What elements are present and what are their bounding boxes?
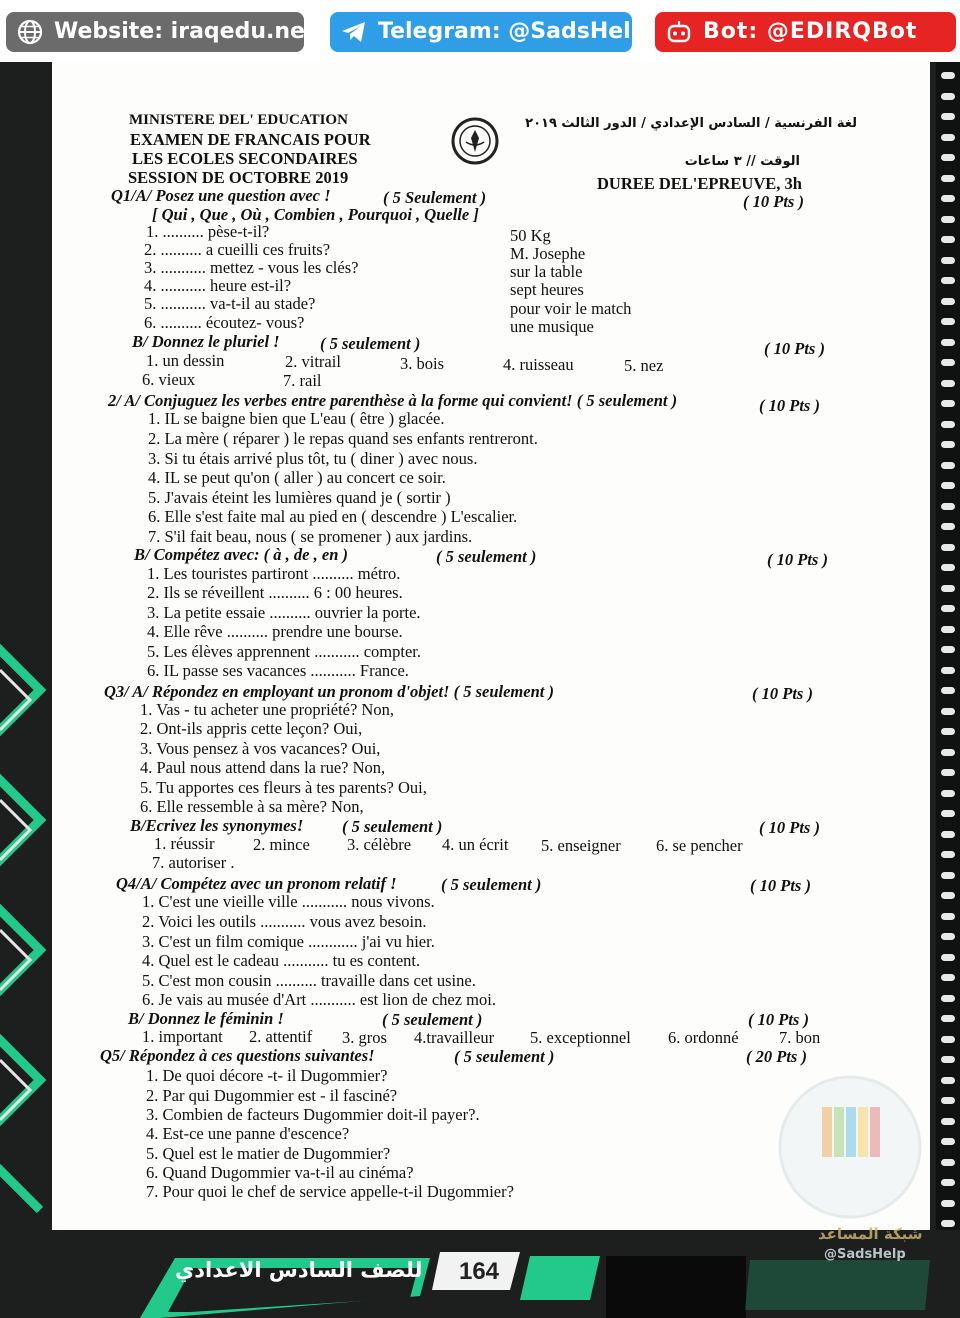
q1b-item-7: 7. rail (283, 371, 322, 390)
page-number: 164 (458, 1258, 500, 1285)
header-ministry: MINISTERE DEL' EDUCATION (129, 112, 348, 128)
q1a-item-5: 5. ........... va-t-il au stade? (144, 294, 316, 313)
q5-points: ( 20 Pts ) (746, 1047, 807, 1066)
binder-ring (941, 339, 955, 346)
binder-ring (941, 1200, 955, 1207)
q2b-item-6: 6. IL passe ses vacances ........... France. (147, 661, 409, 680)
binder-ring (941, 1015, 955, 1022)
header-arabic-subject: لغة الفرنسية / السادس الإعدادي / الدور الثالث ٢٠١٩ (525, 116, 857, 131)
binder-ring (941, 72, 955, 79)
q1a-answer-4: sept heures (510, 280, 584, 299)
q4a-item-4: 4. Quel est le cadeau ........... tu es content. (142, 951, 421, 970)
binder-ring (941, 892, 955, 899)
binder-ring (941, 1056, 955, 1063)
q3b-item-1: 1. réussir (154, 834, 215, 853)
q5-item-4: 4. Est-ce une panne d'escence? (146, 1124, 350, 1143)
q2b-item-1: 1. Les touristes partiront .......... métro. (147, 564, 401, 583)
binder-ring (941, 1159, 955, 1166)
telegram-link[interactable] (330, 12, 647, 52)
q2b-item-4: 4. Elle rêve .......... prendre une bourse. (147, 622, 403, 641)
q3b-count: ( 5 seulement ) (342, 817, 443, 836)
q4b-item-3: 3. gros (342, 1028, 387, 1047)
q1b-item-3: 3. bois (400, 354, 445, 373)
binder-ring (941, 236, 955, 243)
binder-ring (941, 421, 955, 428)
website-link[interactable] (6, 12, 316, 52)
q1a-item-4: 4. ........... heure est-il? (144, 276, 292, 295)
q1b-count: ( 5 seulement ) (320, 334, 421, 353)
q4a-item-5: 5. C'est mon cousin .......... travaille dans cet usine. (142, 971, 476, 990)
telegram-label: Telegram: @SadsHelp (378, 19, 647, 44)
footer-grade-label: للصف السادس الاعدادي (175, 1258, 423, 1282)
q3b-item-3: 3. célèbre (347, 835, 412, 854)
q4b-item-1: 1. important (142, 1027, 223, 1046)
q2a-item-6: 6. Elle s'est faite mal au pied en ( descendre ) L'escalier. (148, 507, 518, 526)
q1b-points: ( 10 Pts ) (764, 339, 825, 358)
watermark-name: شبكة المساعد (818, 1225, 923, 1243)
binder-ring (941, 1138, 955, 1145)
binder-ring (941, 728, 955, 735)
q1a-item-6: 6. .......... écoutez- vous? (144, 313, 305, 332)
header-schools: LES ECOLES SECONDAIRES (132, 149, 358, 168)
binder-ring (941, 1118, 955, 1125)
binder-ring (941, 831, 955, 838)
binder-ring (941, 216, 955, 223)
binder-ring (941, 585, 955, 592)
binder-ring (941, 1179, 955, 1186)
binder-ring (941, 1077, 955, 1084)
binder-ring (941, 1036, 955, 1043)
binder-ring (941, 954, 955, 961)
binder-ring (941, 1220, 955, 1227)
binder-ring (941, 195, 955, 202)
binder-ring (941, 564, 955, 571)
q4b-title: B/ Donnez le féminin ! (128, 1009, 284, 1028)
bot-link[interactable] (655, 12, 956, 52)
q2a-item-3: 3. Si tu étais arrivé plus tôt, tu ( diner ) avec nous. (148, 449, 478, 468)
binder-ring (941, 749, 955, 756)
q5-item-1: 1. De quoi décore -t- il Dugommier? (146, 1066, 388, 1085)
binder-ring (941, 708, 955, 715)
binder-ring (941, 769, 955, 776)
q1a-item-2: 2. .......... a cueilli ces fruits? (144, 240, 331, 259)
exam-sheet (52, 62, 930, 1262)
binder-ring (941, 482, 955, 489)
binder-ring (941, 974, 955, 981)
q2a-item-4: 4. IL se peut qu'on ( aller ) au concert ce soir. (148, 468, 446, 487)
ministry-emblem-icon (450, 116, 500, 166)
q4a-count: ( 5 seulement ) (441, 875, 542, 894)
binder-ring (941, 605, 955, 612)
header-duree: DUREE DEL'EPREUVE, 3h (597, 174, 802, 193)
q1a-answer-3: sur la table (510, 262, 583, 281)
q3a-item-5: 5. Tu apportes ces fleurs à tes parents? Oui, (140, 778, 427, 797)
telegram-icon (340, 18, 368, 46)
left-decorative-pattern (0, 600, 52, 1220)
q3b-item-4: 4. un écrit (442, 835, 509, 854)
binder-ring (941, 441, 955, 448)
q1a-points: ( 10 Pts ) (743, 192, 804, 211)
q1a-words: [ Qui , Que , Où , Combien , Pourquoi , Quelle ] (152, 205, 479, 224)
q1b-title: B/ Donnez le pluriel ! (132, 332, 280, 351)
q1a-count: ( 5 Seulement ) (383, 188, 487, 207)
q4b-count: ( 5 seulement ) (382, 1010, 483, 1029)
bot-icon (665, 18, 693, 46)
q4a-item-6: 6. Je vais au musée d'Art ........... est lion de chez moi. (142, 990, 496, 1009)
binder-ring (941, 995, 955, 1002)
q1b-item-4: 4. ruisseau (503, 355, 574, 374)
binder-ring (941, 646, 955, 653)
binder-ring (941, 851, 955, 858)
binder-ring (941, 277, 955, 284)
watermark-handle: @SadsHelp (824, 1247, 906, 1262)
binder-ring (941, 523, 955, 530)
binder-ring (941, 318, 955, 325)
q2b-title: B/ Compétez avec: ( à , de , en ) (134, 545, 348, 564)
q4a-item-3: 3. C'est un film comique ............ j'ai vu hier. (142, 932, 435, 951)
binder-ring (941, 400, 955, 407)
q2b-count: ( 5 seulement ) (436, 547, 537, 566)
binder-ring (941, 667, 955, 674)
binder-ring (941, 462, 955, 469)
q3a-item-6: 6. Elle ressemble à sa mère? Non, (140, 797, 364, 816)
q4b-item-5: 5. exceptionnel (530, 1028, 631, 1047)
q3a-title: Q3/ A/ Répondez en employant un pronom d'objet! ( 5 seulement ) (104, 682, 554, 701)
q5-count: ( 5 seulement ) (454, 1047, 555, 1066)
q3b-item-7: 7. autoriser . (152, 853, 235, 872)
q4b-item-4: 4.travailleur (414, 1028, 495, 1047)
binder-ring (941, 790, 955, 797)
binder-ring (941, 134, 955, 141)
q4a-item-2: 2. Voici les outils ........... vous avez besoin. (142, 912, 427, 931)
q2b-item-5: 5. Les élèves apprennent ........... compter. (147, 642, 421, 661)
q5-title: Q5/ Répondez à ces questions suivantes! (100, 1046, 375, 1065)
q1a-answer-5: pour voir le match (510, 299, 632, 318)
q1a-item-3: 3. ........... mettez - vous les clés? (144, 258, 359, 277)
q1a-answer-6: une musique (510, 317, 594, 336)
binder-ring (941, 359, 955, 366)
header-exam: EXAMEN DE FRANCAIS POUR (130, 130, 371, 149)
q4a-item-1: 1. C'est une vieille ville ........... nous vivons. (142, 892, 435, 911)
q1b-item-6: 6. vieux (142, 370, 196, 389)
q2a-item-2: 2. La mère ( réparer ) le repas quand ses enfants rentreront. (148, 429, 538, 448)
q2a-item-7: 7. S'il fait beau, nous ( se promener ) aux jardins. (148, 527, 473, 546)
website-label: Website: iraqedu.net (54, 19, 316, 44)
q1b-item-5: 5. nez (624, 356, 664, 375)
q5-item-2: 2. Par qui Dugommier est - il fasciné? (146, 1086, 398, 1105)
binder-ring (941, 913, 955, 920)
q1a-title: Q1/A/ Posez une question avec ! (111, 186, 331, 205)
binder-rings (936, 62, 960, 1318)
bot-label: Bot: @EDIRQBot (703, 19, 918, 44)
q3b-item-2: 2. mince (253, 835, 310, 854)
q5-item-7: 7. Pour quoi le chef de service appelle-t-il Dugommier? (146, 1182, 514, 1201)
q4a-title: Q4/A/ Compétez avec un pronom relatif ! (116, 874, 397, 893)
q2b-item-2: 2. Ils se réveillent .......... 6 : 00 heures. (147, 583, 403, 602)
binder-ring (941, 154, 955, 161)
binder-ring (941, 113, 955, 120)
q1b-item-1: 1. un dessin (146, 351, 225, 370)
binder-ring (941, 175, 955, 182)
header-session: SESSION DE OCTOBRE 2019 (128, 168, 349, 187)
q2a-points: ( 10 Pts ) (759, 396, 820, 415)
q1b-item-2: 2. vitrail (285, 352, 341, 371)
q3b-item-6: 6. se pencher (656, 836, 743, 855)
q4b-item-6: 6. ordonné (668, 1028, 739, 1047)
q2b-points: ( 10 Pts ) (767, 550, 828, 569)
watermark-logo-icon (772, 1072, 928, 1222)
binder-ring (941, 93, 955, 100)
q3b-title: B/Ecrivez les synonymes! (130, 816, 304, 835)
q3a-item-4: 4. Paul nous attend dans la rue? Non, (140, 758, 386, 777)
q3a-item-2: 2. Ont-ils appris cette leçon? Oui, (140, 719, 363, 738)
binder-ring (941, 687, 955, 694)
q3b-points: ( 10 Pts ) (759, 818, 820, 837)
binder-ring (941, 810, 955, 817)
q4b-item-2: 2. attentif (249, 1027, 313, 1046)
binder-ring (941, 257, 955, 264)
q3a-item-1: 1. Vas - tu acheter une propriété? Non, (140, 700, 394, 719)
q5-item-3: 3. Combien de facteurs Dugommier doit-il payer?. (146, 1105, 480, 1124)
q4b-item-7: 7. bon (779, 1028, 821, 1047)
binder-ring (941, 503, 955, 510)
binder-ring (941, 380, 955, 387)
binder-ring (941, 1097, 955, 1104)
q4a-points: ( 10 Pts ) (750, 876, 811, 895)
q3a-item-3: 3. Vous pensez à vos vacances? Oui, (140, 739, 381, 758)
q2a-item-1: 1. IL se baigne bien que L'eau ( être ) glacée. (148, 409, 445, 428)
q2a-title: 2/ A/ Conjuguez les verbes entre parenthèse à la forme qui convient! ( 5 seulement ) (108, 391, 678, 410)
top-banner (0, 0, 960, 62)
q4b-points: ( 10 Pts ) (748, 1010, 809, 1029)
q2b-item-3: 3. La petite essaie .......... ouvrier la porte. (147, 603, 421, 622)
binder-ring (941, 626, 955, 633)
q1a-item-1: 1. .......... pèse-t-il? (146, 222, 270, 241)
q5-item-6: 6. Quand Dugommier va-t-il au cinéma? (146, 1163, 414, 1182)
binder-ring (941, 298, 955, 305)
header-arabic-time: الوقت // ٣ ساعات (684, 154, 800, 169)
q1a-answer-1: 50 Kg (510, 226, 551, 245)
q2a-item-5: 5. J'avais éteint les lumières quand je ( sortir ) (148, 488, 451, 507)
binder-ring (941, 544, 955, 551)
q3b-item-5: 5. enseigner (541, 836, 621, 855)
q1a-answer-2: M. Josephe (510, 244, 586, 263)
binder-ring (941, 872, 955, 879)
binder-ring (941, 933, 955, 940)
globe-icon (16, 18, 44, 46)
q3a-points: ( 10 Pts ) (752, 684, 813, 703)
q5-item-5: 5. Quel est le matier de Dugommier? (146, 1144, 391, 1163)
